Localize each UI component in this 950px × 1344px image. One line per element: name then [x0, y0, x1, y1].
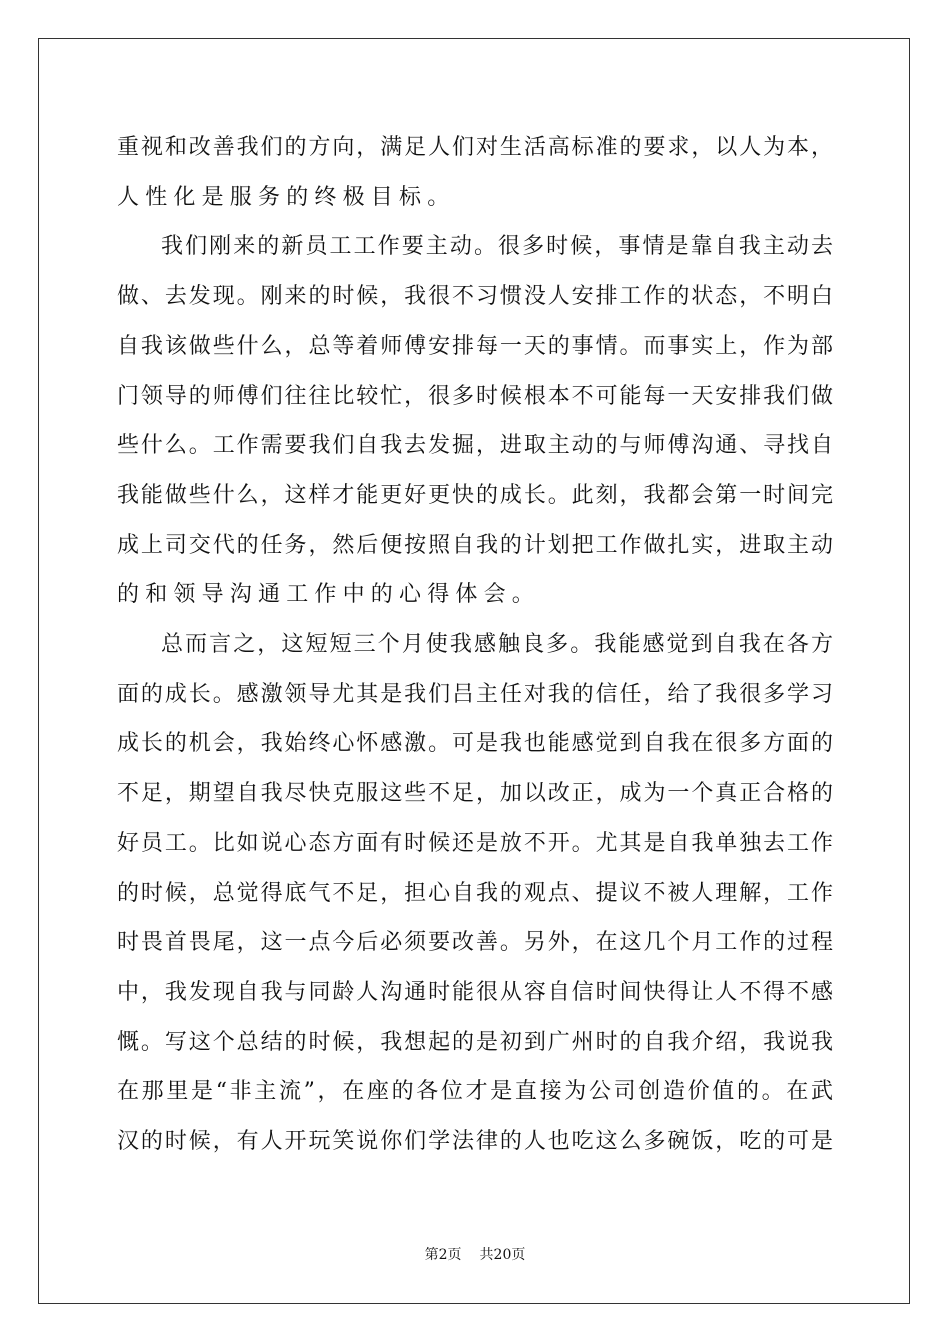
- text-line: 汉的时候，有人开玩笑说你们学法律的人也吃这么多碗饭，吃的可是: [117, 1129, 833, 1154]
- text-line: 重视和改善我们的方向，满足人们对生活高标准的要求，以人为本，: [117, 135, 833, 160]
- text-line: 成上司交代的任务，然后便按照自我的计划把工作做扎实，进取主动: [117, 532, 833, 558]
- text-line: 时畏首畏尾，这一点今后必须要改善。另外，在这几个月工作的过程: [117, 930, 833, 956]
- text-line: 些什么。工作需要我们自我去发掘，进取主动的与师傅沟通、寻找自: [117, 433, 833, 459]
- text-line: 慨。写这个总结的时候，我想起的是初到广州时的自我介绍，我说我: [117, 1029, 833, 1055]
- text-line: 自我该做些什么，总等着师傅安排每一天的事情。而事实上，作为部: [117, 333, 833, 359]
- text-line: 总而言之，这短短三个月使我感触良多。我能感觉到自我在各方: [161, 632, 833, 657]
- text-line: 的和领导沟通工作中的心得体会。: [117, 582, 541, 608]
- text-line: 好员工。比如说心态方面有时候还是放不开。尤其是自我单独去工作: [117, 830, 833, 856]
- page-total: 共20页: [479, 1247, 526, 1263]
- page-footer: [0, 1244, 950, 1264]
- text-line: 中，我发现自我与同龄人沟通时能很从容自信时间快得让人不得不感: [117, 979, 833, 1005]
- text-line: 面的成长。感激领导尤其是我们吕主任对我的信任，给了我很多学习: [117, 681, 833, 707]
- text-line: 在那里是“非主流”，在座的各位才是直接为公司创造价值的。在武: [117, 1079, 833, 1105]
- page-number: 第2页: [424, 1247, 462, 1263]
- text-line: 的时候，总觉得底气不足，担心自我的观点、提议不被人理解，工作: [117, 880, 833, 906]
- text-line: 不足，期望自我尽快克服这些不足，加以改正，成为一个真正合格的: [117, 781, 833, 807]
- text-line: 门领导的师傅们往往比较忙，很多时候根本不可能每一天安排我们做: [117, 383, 833, 409]
- text-line: 成长的机会，我始终心怀感激。可是我也能感觉到自我在很多方面的: [117, 731, 833, 757]
- text-line: 我能做些什么，这样才能更好更快的成长。此刻，我都会第一时间完: [117, 482, 833, 508]
- text-line: 人性化是服务的终极目标。: [117, 184, 456, 210]
- text-line: 我们刚来的新员工工作要主动。很多时候，事情是靠自我主动去: [161, 234, 833, 260]
- text-line: 做、去发现。刚来的时候，我很不习惯没人安排工作的状态，不明白: [117, 284, 833, 310]
